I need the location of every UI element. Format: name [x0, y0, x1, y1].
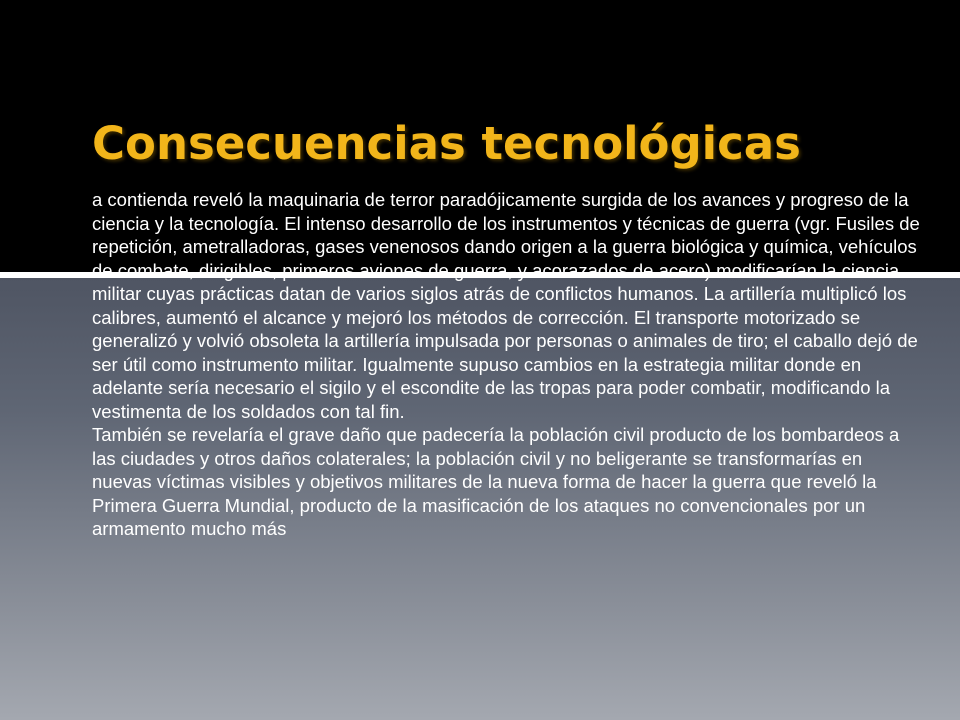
slide-title: Consecuencias tecnológicas	[92, 117, 801, 170]
body-paragraph-1: a contienda reveló la maquinaria de terror paradójicamente surgida de los avances y progreso de la ciencia y la tecnología. El intenso desarrollo de los instrumentos y técnicas de guerra (vgr. Fusiles de repetición, ametralladoras, gases venenosos dando origen a la guerra biológica y química, vehículos de combate, dirigibles, primeros aviones de guerra, y acorazados de acero) modificarían la ciencia militar cuyas prácticas datan de varios siglos atrás de conflictos humanos. La artillería multiplicó los calibres, aumentó el alcance y mejoró los métodos de corrección. El transporte motorizado se generalizó y volvió obsoleta la artillería impulsada por personas o animales de tiro; el caballo dejó de ser útil como instrumento militar. Igualmente supuso cambios en la estrategia militar donde en adelante sería necesario el sigilo y el escondite de las tropas para poder combatir, modificando la vestimenta de los soldados con tal fin.	[92, 189, 920, 422]
slide-body	[92, 188, 922, 541]
body-paragraph-2: También se revelaría el grave daño que padecería la población civil producto de los bombardeos a las ciudades y otros daños colaterales; la población civil y no beligerante se transformarías en nuevas víctimas visibles y objetivos militares de la nueva forma de hacer la guerra que reveló la Primera Guerra Mundial, producto de la masificación de los ataques no convencionales por un armamento mucho más	[92, 424, 900, 539]
